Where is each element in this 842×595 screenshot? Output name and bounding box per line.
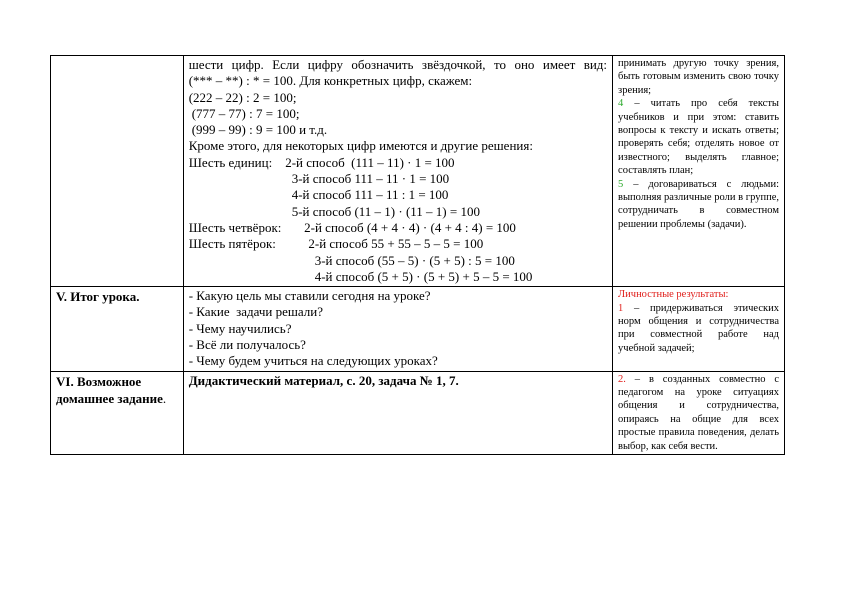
results-cell (613, 56, 785, 287)
text-line: шести цифр. Если цифру обозначить звёздочкой, то оно имеет вид: (188, 57, 608, 72)
results-text: – придерживаться этических норм общения и сотрудничества при совместной работе над учебной задачей; (618, 302, 779, 354)
text-line: (777 – 77) : 7 = 100; (191, 105, 300, 121)
text-line: (222 – 22) : 2 = 100; (188, 89, 297, 105)
content-cell (183, 287, 612, 371)
text-line: 3-й способ (55 – 5) · (5 + 5) : 5 = 100 (314, 252, 515, 268)
stage-title: VI. Возможное домашнее задание (56, 373, 163, 406)
text-line: 4-й способ (5 + 5) · (5 + 5) + 5 – 5 = 100 (314, 268, 533, 284)
text-line: 4-й способ 111 – 11 : 1 = 100 (291, 187, 449, 203)
text-line: 5-й способ (11 – 1) · (11 – 1) = 100 (291, 203, 480, 219)
stage-title: V. Итог урока. (51, 287, 184, 371)
question-line: - Всё ли получалось? (188, 337, 306, 353)
results-text: – читать про себя тексты учебников и при этом: ставить вопросы к тексту и искать ответы; проверять себя; отделять новое от известного; выделять главное; составлять план; (618, 98, 779, 177)
question-line: - Чему научились? (188, 320, 292, 336)
result-number: 4 (618, 98, 624, 110)
results-text: принимать другую точку зрения, быть готовым изменить свою точку зрения; (618, 58, 779, 96)
text-line: (*** – **) : * = 100. Для конкретных цифр, скажем: (188, 73, 473, 89)
question-line: - Какие задачи решали? (188, 304, 324, 320)
text-line: Шесть единиц: 2-й способ (111 – 11) · 1 = 100 (188, 154, 455, 170)
lesson-plan-table (50, 55, 785, 455)
result-number: 5 (618, 178, 624, 190)
results-text: – договариваться с людьми: выполняя различные роли в группе, сотрудничать в совместном решении проблемы (задачи). (618, 178, 779, 230)
result-number: 1 (618, 302, 624, 314)
content-cell (183, 56, 612, 287)
results-heading: Личностные результаты: (618, 289, 729, 301)
question-line: - Чему будем учиться на следующих уроках? (188, 353, 438, 369)
results-cell (613, 287, 785, 371)
table-row (51, 287, 785, 371)
stage-cell-empty (51, 56, 184, 287)
results-cell (613, 371, 785, 454)
text-line: Шесть четвёрок: 2-й способ (4 + 4 · 4) · (4 + 4 : 4) = 100 (188, 219, 516, 235)
table-row (51, 371, 785, 454)
stage-title-dot: . (162, 390, 167, 406)
text-line: Шесть пятёрок: 2-й способ 55 + 55 – 5 – 5 = 100 (188, 236, 484, 252)
text-line: (999 – 99) : 9 = 100 и т.д. (191, 122, 328, 138)
question-line: - Какую цель мы ставили сегодня на уроке? (188, 288, 431, 304)
results-text: – в созданных совместно с педагогом на уроке ситуациях общения и сотрудничества, опираясь на общие для всех простые правила поведения, делать выбор, как себя вести. (618, 373, 779, 452)
result-number: 2. (618, 373, 626, 385)
text-line: Кроме этого, для некоторых цифр имеются и другие решения: (188, 138, 533, 154)
stage-cell (51, 371, 184, 454)
homework-task: Дидактический материал, с. 20, задача № 1, 7. (183, 371, 612, 454)
table-row (51, 56, 785, 287)
text-line: 3-й способ 111 – 11 · 1 = 100 (291, 171, 450, 187)
